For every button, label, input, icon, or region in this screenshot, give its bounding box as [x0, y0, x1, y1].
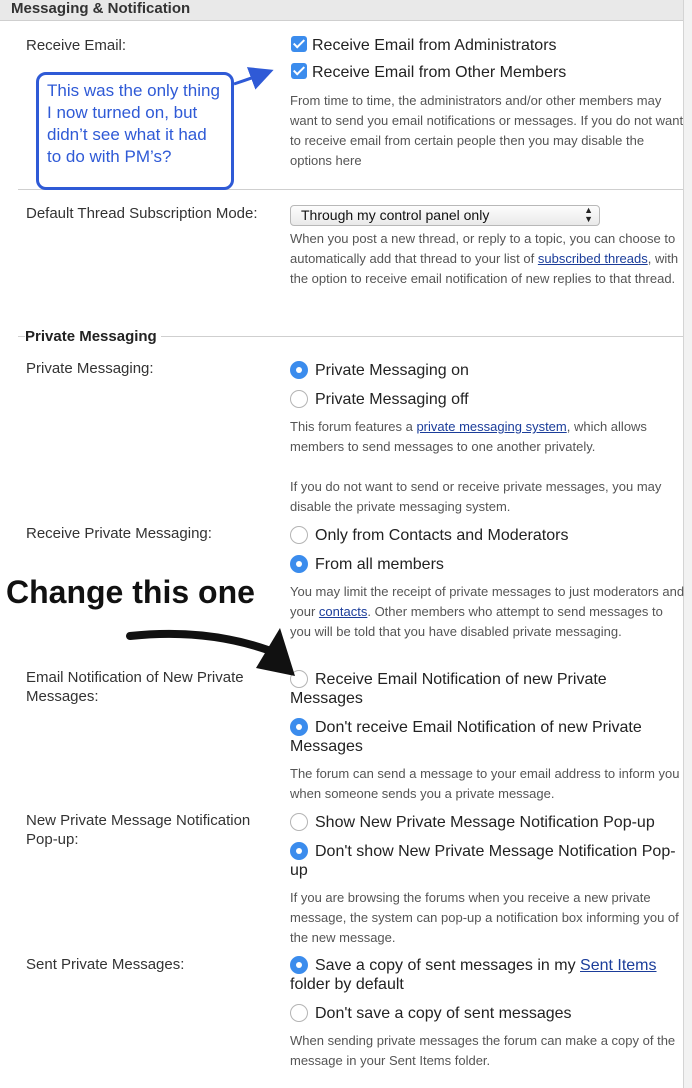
pm-desc-a: This forum features a: [290, 419, 413, 434]
popup-show-label: Show New Private Message Notification Pop-up: [315, 814, 655, 831]
section-title: Messaging & Notification: [11, 0, 191, 17]
popup-description: If you are browsing the forums when you receive a new private message, the system can pop-up a notification box informing you of the new message.: [290, 890, 679, 945]
annotation-change: Change this one: [6, 574, 255, 610]
receive-pm-desc-b: . Other members who attempt to send messages to you will be told that you have disabled private messaging.: [290, 604, 663, 639]
pm-on-label: Private Messaging on: [315, 362, 469, 379]
sent-save-a: Save a copy of sent messages in my: [315, 957, 576, 974]
receive-pm-desc-a: You may limit the receipt of private messages to just moderators and your: [290, 584, 685, 619]
pm-disable-description: If you do not want to send or receive private messages, you may disable the private messaging system.: [290, 479, 662, 514]
receive-email-description: From time to time, the administrators and/or other members may want to send you email notifications or messages. If you do not want to receive email from certain people then you may disable the options here: [290, 93, 684, 168]
receive-email-label: Receive Email:: [26, 37, 127, 54]
email-notification-label: Email Notification of New Private Messages:: [26, 669, 244, 705]
email-notif-dont-label: Don't receive Email Notification of new Private Messages: [290, 719, 642, 755]
email-notif-receive-label: Receive Email Notification of new Private Messages: [290, 671, 607, 707]
pm-off-label: Private Messaging off: [315, 391, 469, 408]
sent-dont-label: Don't save a copy of sent messages: [315, 1005, 572, 1022]
private-messaging-heading: Private Messaging: [25, 328, 161, 345]
popup-label: New Private Message Notification Pop-up:: [26, 812, 251, 848]
sent-description: When sending private messages the forum can make a copy of the message in your Sent Items folder.: [290, 1033, 676, 1068]
sent-label: Sent Private Messages:: [26, 956, 185, 973]
subscribed-threads-link[interactable]: subscribed threads: [537, 251, 648, 266]
subscription-mode-label: Default Thread Subscription Mode:: [26, 205, 258, 222]
receive-email-members-label: Receive Email from Other Members: [312, 64, 567, 81]
receive-pm-contacts-label: Only from Contacts and Moderators: [315, 527, 569, 544]
pm-desc-b: , which allows members to send messages to one another privately.: [290, 419, 647, 454]
private-messaging-system-link[interactable]: private messaging system: [416, 419, 567, 434]
subscription-desc-b: , with the option to receive email notification of new replies to that thread.: [290, 251, 679, 286]
blue-arrow-icon: [234, 72, 268, 84]
popup-dont-label: Don't show New Private Message Notification Pop-up: [290, 843, 676, 879]
select-arrows-icon: ▲ ▼: [584, 205, 593, 224]
sent-items-link[interactable]: Sent Items: [580, 957, 657, 974]
receive-email-admins-label: Receive Email from Administrators: [312, 37, 557, 54]
receive-pm-all-label: From all members: [315, 556, 444, 573]
annotation-callout: This was the only thing I now turned on, but didn’t see what it had to do with PM’s?: [36, 72, 234, 190]
private-messaging-label: Private Messaging:: [26, 360, 154, 377]
subscription-mode-value: Through my control panel only: [301, 207, 490, 223]
black-arrow-body-icon: [130, 634, 268, 650]
subscription-desc-a: When you post a new thread, or reply to a topic, you can choose to automatically add that thread to your list of: [290, 231, 676, 266]
sent-save-b: folder by default: [290, 976, 404, 993]
contacts-link[interactable]: contacts: [318, 604, 368, 619]
email-notif-description: The forum can send a message to your email address to inform you when someone sends you a private message.: [290, 766, 680, 801]
receive-pm-label: Receive Private Messaging:: [26, 525, 212, 542]
